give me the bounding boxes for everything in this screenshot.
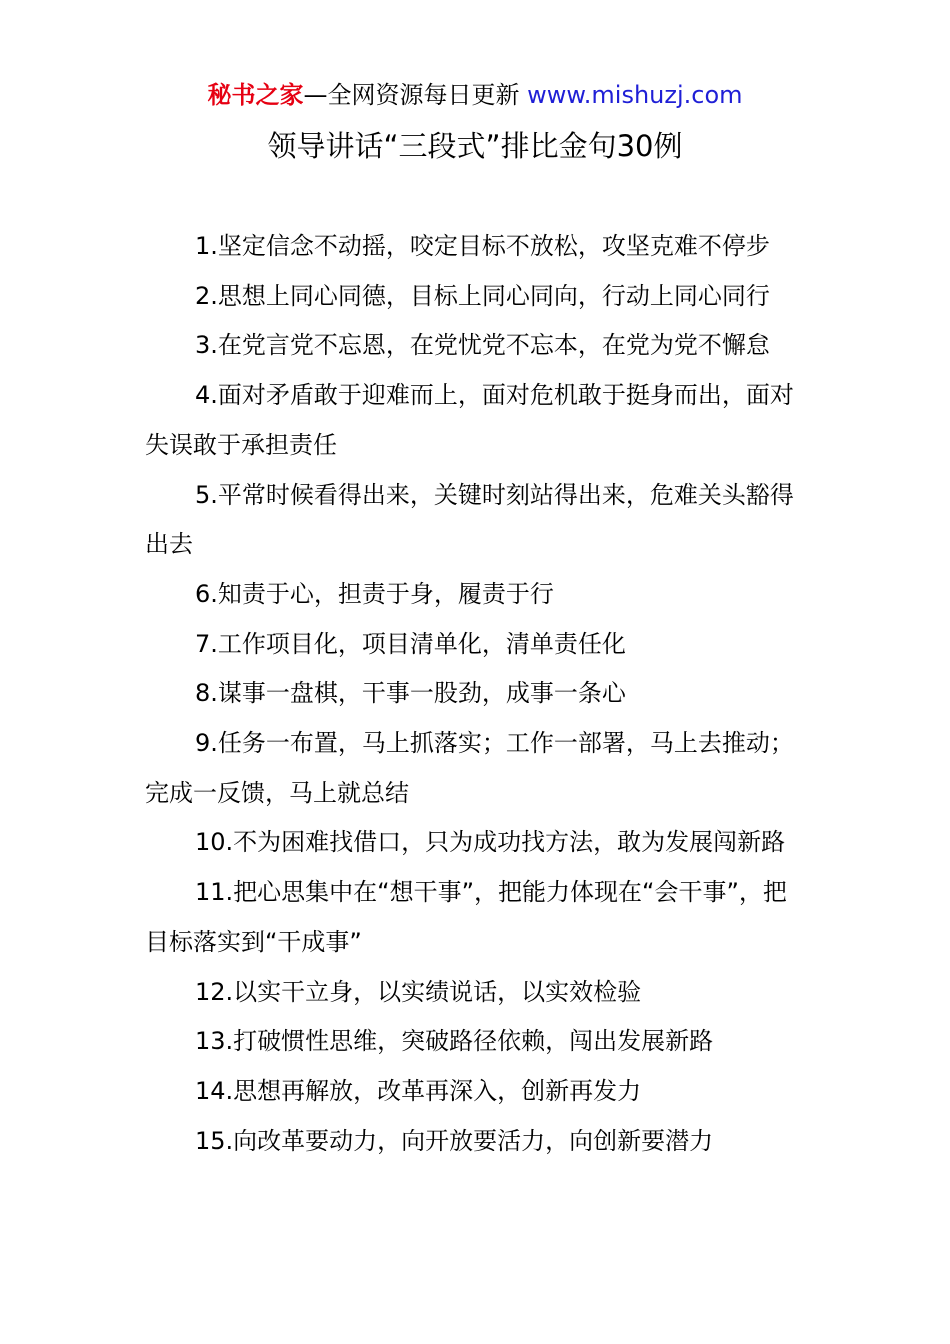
list-item: 14.思想再解放，改革再深入，创新再发力 bbox=[195, 1076, 642, 1105]
list-item: 10.不为困难找借口，只为成功找方法，敢为发展闯新路 bbox=[195, 828, 786, 857]
list-item: 2.思想上同心同德，目标上同心同向，行动上同心同行 bbox=[195, 281, 770, 310]
list-item: 7.工作项目化，项目清单化，清单责任化 bbox=[195, 629, 626, 658]
site-header bbox=[0, 78, 950, 112]
document-title: 领导讲话“三段式”排比金句30例 bbox=[267, 129, 683, 163]
list-item: 12.以实干立身，以实绩说话，以实效检验 bbox=[195, 977, 642, 1006]
list-item: 11.把心思集中在“想干事”，把能力体现在“会干事”，把目标落实到“干成事” bbox=[145, 878, 787, 956]
brand-name: 秘书之家 bbox=[207, 81, 304, 109]
list-item: 15.向改革要动力，向开放要活力，向创新要潜力 bbox=[195, 1126, 714, 1155]
list-item: 4.面对矛盾敢于迎难而上，面对危机敢于挺身而出，面对失误敢于承担责任 bbox=[145, 381, 794, 459]
list-item: 8.谋事一盘棋，干事一股劲，成事一条心 bbox=[195, 679, 626, 708]
document-body bbox=[145, 222, 810, 1166]
list-item: 9.任务一布置，马上抓落实；工作一部署，马上去推动；完成一反馈，马上就总结 bbox=[145, 729, 794, 807]
list-item: 3.在党言党不忘恩，在党忧党不忘本，在党为党不懈怠 bbox=[195, 331, 770, 360]
list-item: 13.打破惯性思维，突破路径依赖，闯出发展新路 bbox=[195, 1027, 714, 1056]
site-url-link[interactable]: www.mishuzj.com bbox=[527, 81, 743, 109]
list-item: 1.坚定信念不动摇，咬定目标不放松，攻坚克难不停步 bbox=[195, 232, 770, 260]
header-tagline: —全网资源每日更新 bbox=[303, 81, 520, 109]
list-item: 5.平常时候看得出来，关键时刻站得出来，危难关头豁得出去 bbox=[145, 480, 794, 559]
list-item: 6.知责于心，担责于身，履责于行 bbox=[195, 579, 554, 608]
